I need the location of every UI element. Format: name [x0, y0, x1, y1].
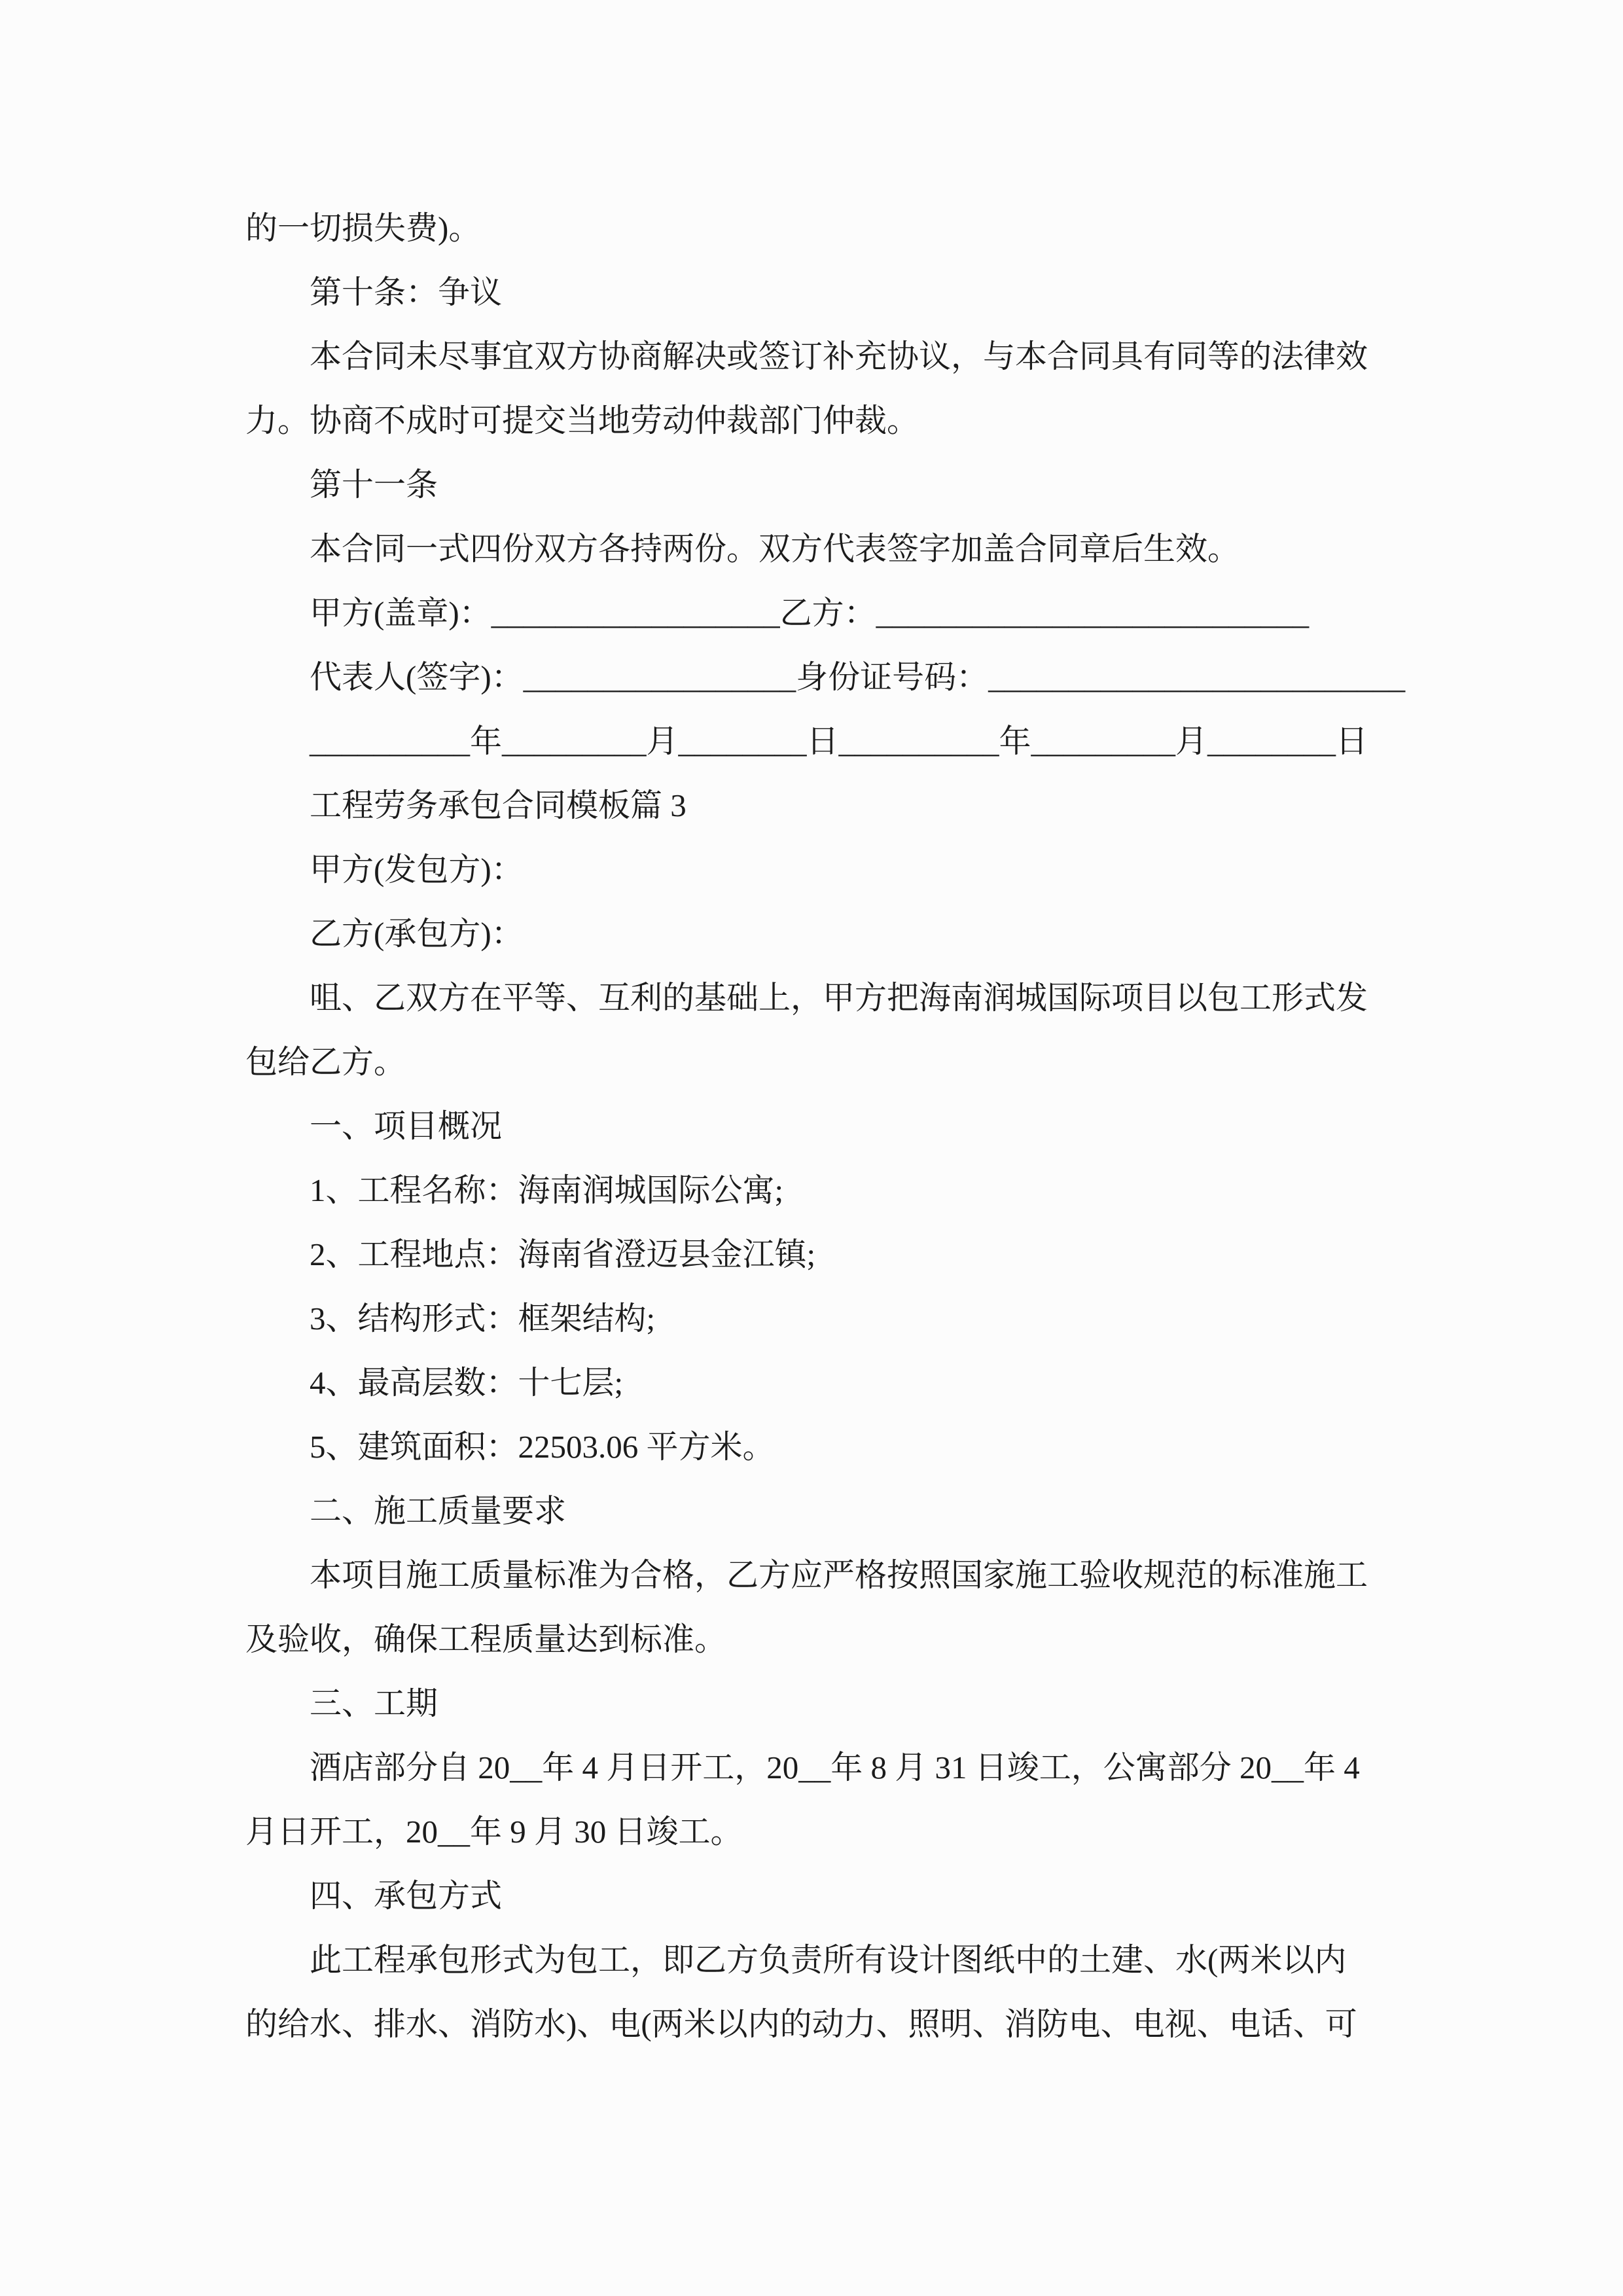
text-line: 工程劳务承包合同模板篇 3	[310, 787, 687, 823]
text-line: 月日开工，20__年 9 月 30 日竣工。	[245, 1814, 743, 1850]
text-line: 3、结构形式：框架结构;	[310, 1300, 656, 1336]
document-body	[245, 196, 1417, 2056]
text-line: 本合同一式四份双方各持两份。双方代表签字加盖合同章后生效。	[310, 531, 1240, 567]
text-line: 一、项目概况	[310, 1108, 503, 1144]
text-line: 第十一条	[310, 467, 438, 503]
text-line: 1、工程名称：海南润城国际公寓;	[310, 1172, 784, 1208]
text-line: 甲方(盖章)：__________________乙方：___________________________	[310, 595, 1310, 631]
text-line: 2、工程地点：海南省澄迈县金江镇;	[310, 1236, 816, 1272]
text-line: 本项目施工质量标准为合格，乙方应严格按照国家施工验收规范的标准施工	[310, 1557, 1368, 1593]
text-line: 及验收，确保工程质量达到标准。	[245, 1621, 727, 1657]
text-line: 三、工期	[310, 1685, 438, 1721]
text-line: 5、建筑面积：22503.06 平方米。	[310, 1429, 775, 1465]
text-line: 的一切损失费)。	[245, 210, 481, 246]
text-line: 乙方(承包方)：	[310, 916, 524, 952]
text-line: 力。协商不成时可提交当地劳动仲裁部门仲裁。	[245, 403, 919, 439]
text-line: 酒店部分自 20__年 4 月日开工，20__年 8 月 31 日竣工，公寓部分 20__年 4	[310, 1749, 1360, 1785]
text-line: 二、施工质量要求	[310, 1493, 567, 1529]
text-line: 包给乙方。	[245, 1044, 406, 1080]
text-line: 的给水、排水、消防水)、电(两米以内的动力、照明、消防电、电视、电话、可	[245, 2006, 1357, 2042]
text-line: 4、最高层数：十七层;	[310, 1365, 624, 1401]
text-line: 本合同未尽事宜双方协商解决或签订补充协议，与本合同具有同等的法律效	[310, 338, 1368, 374]
text-line: 甲方(发包方)：	[310, 852, 524, 888]
text-line: 此工程承包形式为包工，即乙方负责所有设计图纸中的土建、水(两米以内	[310, 1942, 1347, 1978]
text-line: 四、承包方式	[310, 1878, 503, 1914]
text-line: 咀、乙双方在平等、互利的基础上，甲方把海南润城国际项目以包工形式发	[310, 980, 1368, 1016]
text-line: 第十条：争议	[310, 274, 503, 310]
text-line: __________年_________月________日__________年_________月________日	[310, 723, 1368, 759]
text-line: 代表人(签字)：_________________身份证号码：__________________________	[310, 659, 1406, 695]
